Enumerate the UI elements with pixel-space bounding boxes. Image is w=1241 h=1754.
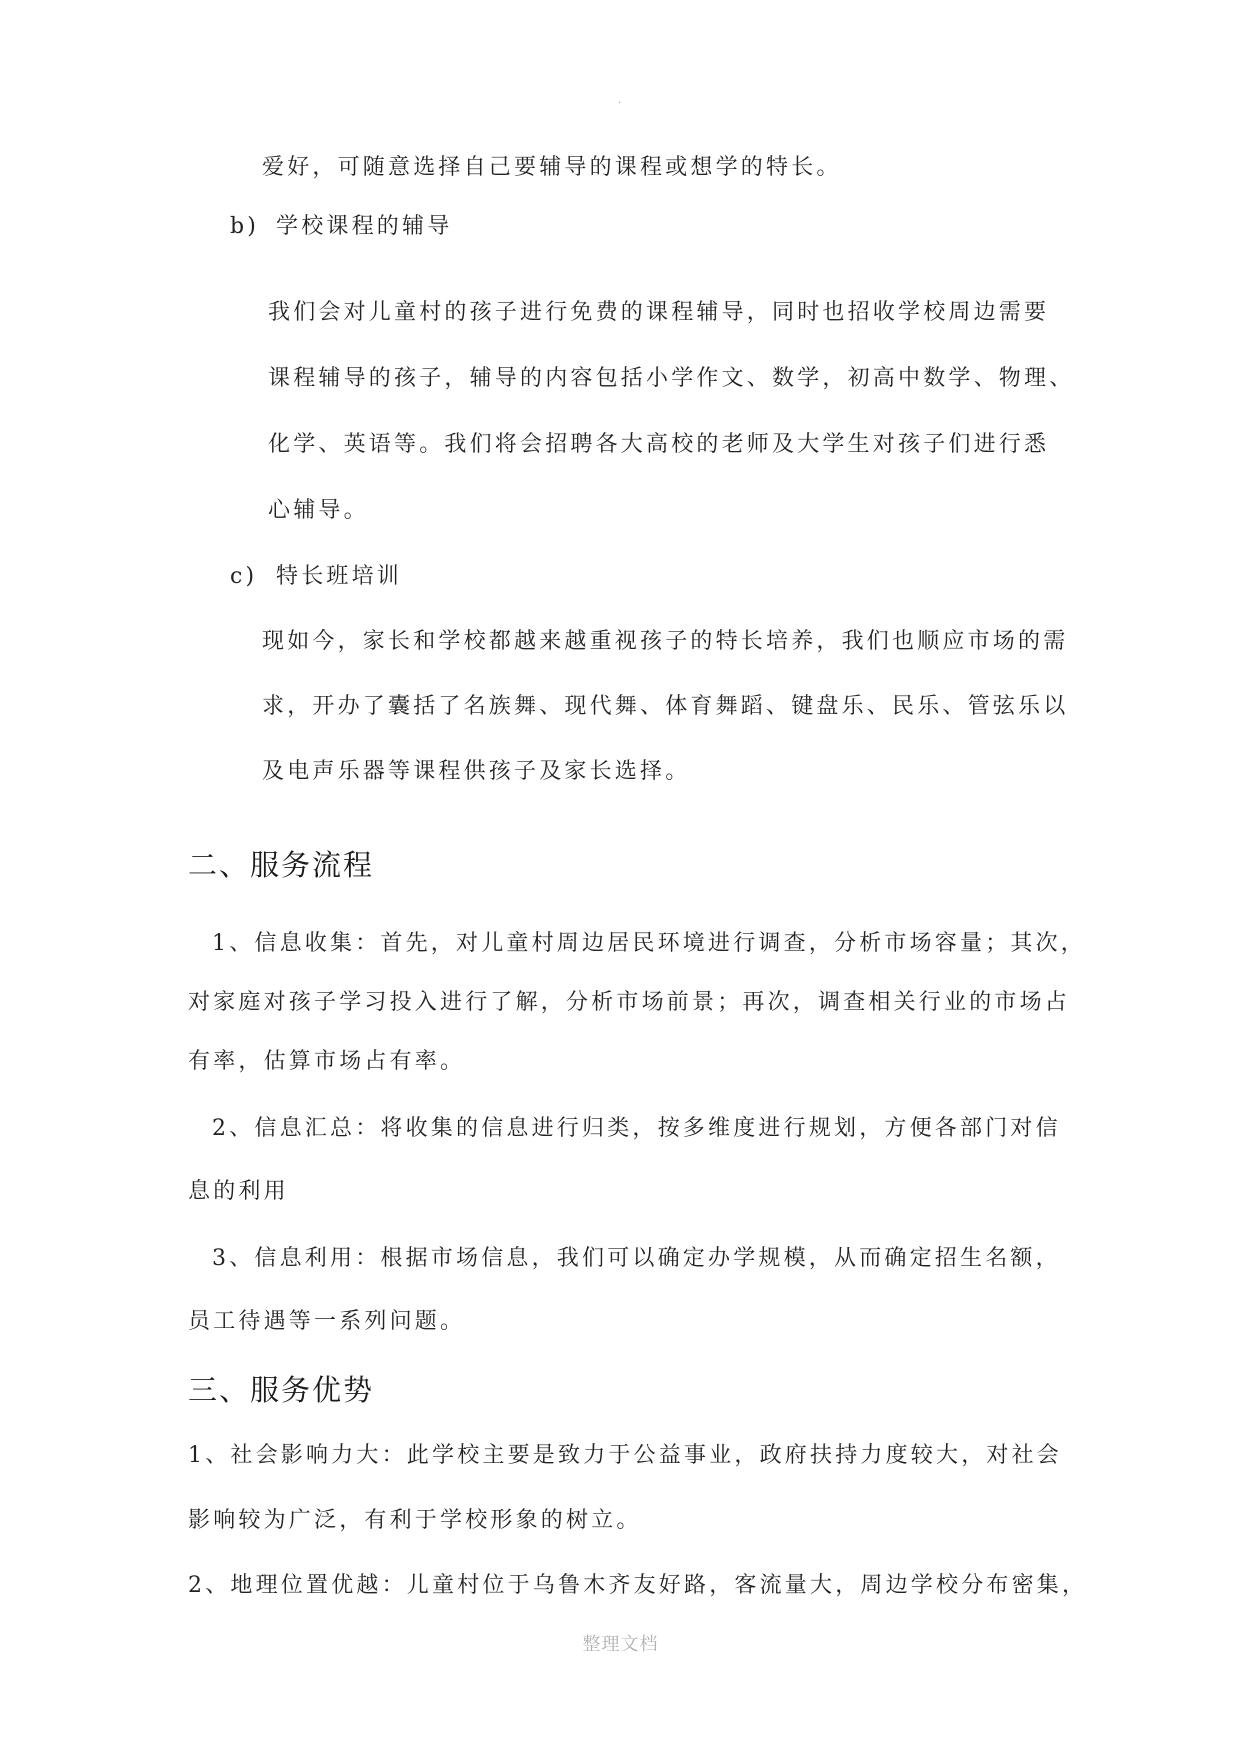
paragraph-line: 现如今，家长和学校都越来越重视孩子的特长培养，我们也顺应市场的需 [262,629,1069,654]
paragraph-line: 1、社会影响力大：此学校主要是致力于公益事业，政府扶持力度较大，对社会 [188,1443,1062,1468]
paragraph-line: 心辅导。 [268,498,369,523]
paragraph-line: 2、地理位置优越：儿童村位于乌鲁木齐友好路，客流量大，周边学校分布密集， [188,1573,1088,1598]
list-marker-c: c) [230,564,258,589]
paragraph-line: 2、信息汇总：将收集的信息进行归类，按多维度进行规划，方便各部门对信 [212,1116,1061,1141]
paragraph-line: 我们会对儿童村的孩子进行免费的课程辅导，同时也招收学校周边需要 [268,300,1050,325]
header-dot: . [618,95,622,106]
section-heading-3: 三、服务优势 [188,1373,375,1407]
paragraph-line: 及电声乐器等课程供孩子及家长选择。 [262,759,691,784]
paragraph-line: 爱好，可随意选择自己要辅导的课程或想学的特长。 [262,155,842,180]
paragraph-line: 3、信息利用：根据市场信息，我们可以确定办学规模，从而确定招生名额， [212,1246,1061,1271]
paragraph-line: 影响较为广泛，有利于学校形象的树立。 [188,1508,642,1533]
page-footer: 整理文档 [582,1634,659,1655]
paragraph-line: 化学、英语等。我们将会招聘各大高校的老师及大学生对孩子们进行悉 [268,432,1050,457]
paragraph-line: 1、信息收集：首先，对儿童村周边居民环境进行调查，分析市场容量；其次， [212,931,1086,956]
paragraph-line: 员工待遇等一系列问题。 [188,1309,466,1334]
paragraph-line: 有率，估算市场占有率。 [188,1049,466,1074]
list-marker-b: b) [230,214,260,239]
paragraph-line: 息的利用 [188,1179,289,1204]
list-item-title-b: 学校课程的辅导 [276,214,453,239]
paragraph-line: 课程辅导的孩子，辅导的内容包括小学作文、数学，初高中数学、物理、 [268,366,1075,391]
paragraph-line: 求，开办了囊括了名族舞、现代舞、体育舞蹈、键盘乐、民乐、管弦乐以 [262,694,1069,719]
paragraph-line: 对家庭对孩子学习投入进行了解，分析市场前景；再次，调查相关行业的市场占 [188,990,1071,1015]
list-item-title-c: 特长班培训 [276,564,403,589]
section-heading-2: 二、服务流程 [188,848,375,882]
